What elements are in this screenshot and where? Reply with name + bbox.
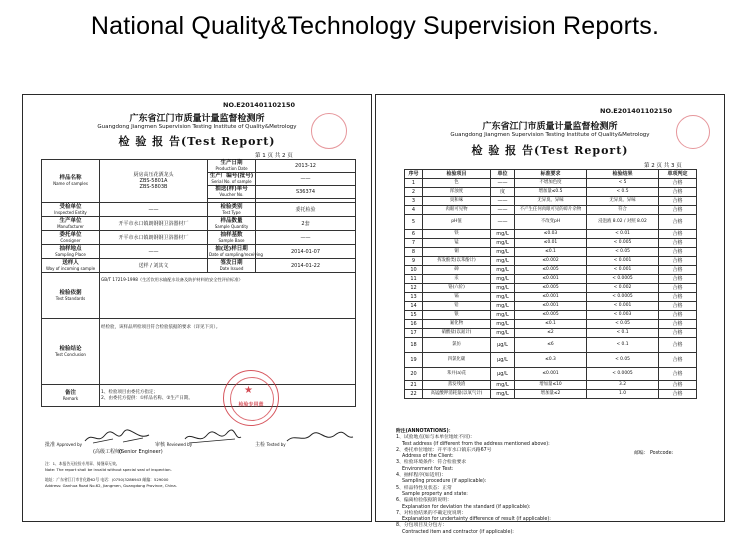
table-cell: ≤0.03	[515, 230, 587, 239]
table-cell: 3	[405, 197, 423, 206]
table-cell: ——	[491, 179, 515, 188]
table-cell: mg/L	[491, 381, 515, 390]
table-cell: 合格	[659, 381, 697, 390]
table-row	[405, 320, 697, 329]
annotation-line: Address of the Client:	[402, 454, 454, 460]
page-number-2: 第 2 页 共 3 页	[644, 163, 682, 169]
annotation-line: Contracted item and contractor (if applicable):	[402, 529, 514, 535]
table-cell: mg/L	[491, 320, 515, 329]
sample-model-2: ZBS-5803B	[139, 184, 168, 190]
table-cell: 氟化物	[423, 320, 491, 329]
table-cell: mg/L	[491, 329, 515, 338]
annotation-line: Environment for Test:	[402, 466, 454, 472]
inspection-seal-stamp: 检验专用章 ★	[223, 370, 279, 426]
table-cell: 合格	[659, 257, 697, 266]
table-cell: mg/L	[491, 293, 515, 302]
table-cell: 合格	[659, 215, 697, 230]
table-row	[405, 338, 697, 353]
sample-name-value: 厨房高压花洒龙头	[133, 172, 174, 178]
table-cell: 6	[405, 230, 423, 239]
label-remark: 备注	[64, 389, 76, 396]
table-cell: 19	[405, 353, 423, 368]
table-cell: ≤0.005	[515, 311, 587, 320]
review-label-en: Reviewed by	[166, 442, 193, 447]
label-test-standards: 检验依据	[59, 289, 82, 296]
table-cell: 17	[405, 329, 423, 338]
table-cell: 浑浊度	[423, 188, 491, 197]
table-row	[405, 390, 697, 399]
sample-info-table	[41, 159, 356, 407]
label-date-issued: 签发日期	[220, 259, 243, 266]
table-cell: < 0.1	[587, 338, 659, 353]
table-cell: < 0.002	[587, 284, 659, 293]
approver-title: (高级工程师)	[93, 449, 122, 455]
table-row	[405, 381, 697, 390]
sample-model-1: ZBS-5801A	[139, 178, 168, 184]
sample-base-value: ——	[256, 231, 356, 245]
table-cell: μg/L	[491, 368, 515, 381]
table-cell: ≤0.3	[515, 353, 587, 368]
footer-address-cn: 地址：广东省江门市甘化路62号 电话：(0750)3286943 邮编：529000	[45, 477, 169, 482]
label-way-of-sample: 送样人	[62, 259, 79, 266]
table-cell: 合格	[659, 206, 697, 215]
table-cell: 3.2	[587, 381, 659, 390]
table-cell: ≤0.001	[515, 293, 587, 302]
table-header-cell: 序号	[405, 170, 423, 179]
table-cell: 合格	[659, 266, 697, 275]
table-cell: < 0.5	[587, 188, 659, 197]
table-cell: 合格	[659, 320, 697, 329]
table-cell: 无异臭、异味	[515, 197, 587, 206]
table-cell: 色	[423, 179, 491, 188]
seal-stamp-top-2	[676, 115, 710, 149]
report-title-2: 检 验 报 告(Test Report)	[471, 144, 629, 157]
postcode-en: Postcode:	[649, 451, 674, 456]
table-cell: < 0.05	[587, 248, 659, 257]
label-test-type-en: Test Type	[222, 209, 241, 215]
table-cell: 合格	[659, 311, 697, 320]
table-cell: ≤0.002	[515, 257, 587, 266]
table-header-cell: 检验结果	[587, 170, 659, 179]
table-cell: < 0.003	[587, 311, 659, 320]
table-cell: 砷	[423, 266, 491, 275]
label-test-conclusion-en: Test Conclusion	[55, 351, 86, 357]
annotation-line: 4、抽样程序(如适用)：	[396, 473, 446, 479]
label-serial: 生产厂编号(批号)	[209, 173, 254, 179]
tester-label: 主检	[255, 442, 266, 448]
test-results-table	[404, 169, 697, 399]
table-cell: < 0.001	[587, 257, 659, 266]
table-cell: ≤0.005	[515, 266, 587, 275]
tester-label-en: Tested by	[266, 442, 286, 447]
reviewer-signature	[183, 429, 243, 447]
table-row	[405, 206, 697, 215]
table-cell: 浸泡液 8.02 / 对照 8.02	[587, 215, 659, 230]
table-row	[405, 230, 697, 239]
test-report-page-2	[375, 94, 725, 535]
table-cell: mg/L	[491, 266, 515, 275]
label-way-of-sample-en: Way of incoming sample	[45, 265, 96, 271]
way-of-sample-value: 送样 / 刘其文	[100, 259, 208, 273]
label-test-conclusion: 检验结论	[59, 345, 82, 352]
footer-address-en: Address: Ganhua Road No.62, Jiangmen, Guangdong Province, China.	[45, 483, 177, 488]
table-cell: ——	[491, 206, 515, 215]
table-cell: < 0.1	[587, 329, 659, 338]
table-header-cell: 标准要求	[515, 170, 587, 179]
table-row	[405, 266, 697, 275]
table-cell: 合格	[659, 230, 697, 239]
label-manufacturer: 生产单位	[59, 217, 82, 224]
table-row	[405, 215, 697, 230]
table-cell: 硝酸盐(以氮计)	[423, 329, 491, 338]
table-row	[405, 239, 697, 248]
table-cell: 蒸发残渣	[423, 381, 491, 390]
report-number-2: NO.E201401102150	[600, 107, 673, 115]
page-number: 第 1 页 共 2 页	[255, 153, 293, 159]
annotation-line: 7、对检验结果的不确定度说明：	[396, 510, 467, 516]
table-cell: 21	[405, 381, 423, 390]
table-cell: 合格	[659, 284, 697, 293]
approver-title-en: (Senior Engineer)	[119, 449, 163, 455]
label-manufacturer-en: Manufacturer	[57, 223, 84, 229]
table-cell: 13	[405, 293, 423, 302]
table-cell: 15	[405, 311, 423, 320]
tester-signature	[285, 429, 355, 447]
label-sampling-place-en: Sampling Place	[55, 251, 86, 257]
table-cell: 合格	[659, 239, 697, 248]
annotation-line: 2、委托单位地址：开平市水口镇东兴路67号	[396, 447, 492, 453]
table-cell: 22	[405, 390, 423, 399]
report-title: 检 验 报 告(Test Report)	[118, 135, 276, 148]
table-cell: ≤0.005	[515, 284, 587, 293]
table-cell: 苯并(a)芘	[423, 368, 491, 381]
annotation-line: 6、偏离检验依据的说明：	[396, 498, 452, 504]
table-cell: 增加量≤10	[515, 381, 587, 390]
table-cell: 铅	[423, 302, 491, 311]
table-cell: ≤0.1	[515, 248, 587, 257]
table-row	[405, 353, 697, 368]
table-cell: 20	[405, 368, 423, 381]
postcode-cn: 邮编：	[634, 451, 649, 456]
table-cell: 肉眼可见物	[423, 206, 491, 215]
table-cell: mg/L	[491, 248, 515, 257]
table-cell: < 0.001	[587, 302, 659, 311]
table-cell: 合格	[659, 179, 697, 188]
label-consigner-en: Consigner	[60, 237, 81, 243]
label-quantity-en: Sample Quantity	[214, 223, 249, 229]
production-date-value: 2013-12	[256, 160, 356, 173]
table-cell: < 0.01	[587, 230, 659, 239]
table-cell: 高锰酸钾消耗量(以氧气计)	[423, 390, 491, 399]
table-cell: pH值	[423, 215, 491, 230]
approve-label-en: Approved by	[56, 442, 82, 447]
report-number: NO.E201401102150	[223, 101, 296, 109]
table-header-cell: 单项判定	[659, 170, 697, 179]
label-voucher-en: Voucher No.	[219, 192, 244, 197]
table-cell: 5	[405, 215, 423, 230]
table-cell: 银	[423, 311, 491, 320]
receiving-date-value: 2014-01-07	[256, 245, 356, 259]
annotation-line: 1、试验地点(如与本单位地址不同)：	[396, 435, 475, 441]
stamp-label: 检验专用章	[238, 402, 264, 408]
table-cell: 合格	[659, 390, 697, 399]
label-sampling-place: 抽样地点	[59, 245, 82, 252]
table-cell: ≤6	[515, 338, 587, 353]
table-cell: 18	[405, 338, 423, 353]
table-cell: 无异臭、异味	[587, 197, 659, 206]
table-row	[405, 179, 697, 188]
table-cell: mg/L	[491, 390, 515, 399]
institute-name-cn-2: 广东省江门市质量计量监督检测所	[482, 122, 618, 132]
table-cell: 8	[405, 248, 423, 257]
table-cell: 增加量≤2	[515, 390, 587, 399]
review-label: 审核	[155, 442, 166, 448]
annotation-line: Test address (if different from the address mentioned above):	[402, 441, 550, 447]
quantity-value: 2套	[256, 217, 356, 231]
label-production-date: 生产日期	[220, 160, 243, 166]
annotations-title: 附注(ANNOTATIONS)：	[396, 429, 454, 434]
table-cell: < 0.005	[587, 239, 659, 248]
manufacturer-value: 开平市水口镇朗钢钢卫浴器材厂	[100, 217, 208, 231]
table-cell: ——	[491, 215, 515, 230]
table-cell: mg/L	[491, 302, 515, 311]
table-cell: 铁	[423, 230, 491, 239]
table-cell: 1.0	[587, 390, 659, 399]
label-receiving-date-en: Date of sampling/receiving	[209, 251, 263, 257]
remark-line-1: 1、检验项目由委托方指定；	[101, 389, 158, 395]
label-sample-base-en: Sample Base	[218, 237, 245, 243]
table-cell: 合格	[659, 293, 697, 302]
table-header-cell: 检验项目	[423, 170, 491, 179]
table-cell: ≤0.001	[515, 302, 587, 311]
table-row	[405, 257, 697, 266]
test-standards-value: GB/T 17219-1998《生活饮用水输配水设备及防护材料的安全性评价标准》	[100, 273, 356, 319]
table-cell: 合格	[659, 329, 697, 338]
institute-name-en: Guangdong Jiangmen Supervision Testing Institute of Quality&Metrology	[97, 124, 297, 130]
label-quantity: 样品数量	[220, 217, 243, 224]
table-cell: mg/L	[491, 257, 515, 266]
table-cell: μg/L	[491, 353, 515, 368]
table-cell: 16	[405, 320, 423, 329]
table-cell: 不增加色度	[515, 179, 587, 188]
annotation-line: Sampling procedure (if applicable):	[402, 479, 487, 485]
table-cell: 符合	[587, 206, 659, 215]
table-cell: 挥发酚类(以苯酚计)	[423, 257, 491, 266]
table-cell: < 0.05	[587, 353, 659, 368]
annotation-line: Explanation for undertainty difference of result (if applicable):	[402, 517, 551, 523]
table-row	[405, 275, 697, 284]
table-cell: 合格	[659, 248, 697, 257]
table-cell: 锰	[423, 239, 491, 248]
table-cell: mg/L	[491, 239, 515, 248]
annotation-line: Sample property and state:	[402, 491, 468, 497]
table-row	[405, 248, 697, 257]
table-cell: < 0.001	[587, 266, 659, 275]
table-row	[405, 293, 697, 302]
sampling-place-value: ——	[100, 245, 208, 259]
label-inspected: 受检单位	[59, 203, 82, 210]
table-cell: 14	[405, 302, 423, 311]
postcode-label	[634, 449, 673, 456]
test-conclusion-value: 经检验，该样品所检项目符合检验依据的要求（详见下页）。	[100, 319, 356, 385]
table-cell: 合格	[659, 338, 697, 353]
voucher-value: S36374	[256, 186, 356, 199]
label-production-date-en: Production Date	[215, 166, 248, 171]
annotation-line: Explanation for deviation the standard (if applicable):	[402, 504, 531, 510]
table-cell: < 0.0005	[587, 293, 659, 302]
table-cell: 11	[405, 275, 423, 284]
label-sample-base: 抽样基数	[220, 231, 243, 238]
remark-line-2: 2、由委托方提供：①样品名称、②生产日期。	[101, 395, 193, 401]
institute-name-en-2: Guangdong Jiangmen Supervision Testing Institute of Quality&Metrology	[450, 132, 650, 138]
approve-label: 批准	[45, 442, 56, 448]
table-cell: 氯仿	[423, 338, 491, 353]
seal-stamp-top	[311, 113, 347, 149]
table-cell: μg/L	[491, 338, 515, 353]
table-cell: 2	[405, 188, 423, 197]
table-cell: 四氯化碳	[423, 353, 491, 368]
label-test-type: 检验类别	[220, 203, 243, 210]
footer-note-en: Note: The report shall be invalid without special seal of inspection.	[45, 467, 172, 472]
table-cell: 4	[405, 206, 423, 215]
table-cell: 合格	[659, 275, 697, 284]
table-cell: mg/L	[491, 284, 515, 293]
consigner-value: 开平市水口镇朗钢钢卫浴器材厂	[100, 231, 208, 245]
annotation-line: 5、样品特性及状态：正常	[396, 485, 452, 491]
table-cell: < 0.05	[587, 320, 659, 329]
table-cell: 合格	[659, 197, 697, 206]
table-cell: 合格	[659, 353, 697, 368]
table-cell: mg/L	[491, 275, 515, 284]
page-banner: National Quality&Technology Supervision Reports.	[90, 12, 660, 40]
test-report-page-1	[22, 94, 372, 522]
table-row	[405, 311, 697, 320]
table-cell: 臭和味	[423, 197, 491, 206]
table-cell: mg/L	[491, 230, 515, 239]
table-row	[405, 284, 697, 293]
approver-signature	[83, 429, 153, 447]
table-cell: 9	[405, 257, 423, 266]
label-date-issued-en: Date Issued	[219, 265, 244, 271]
inspected-value: ——	[100, 203, 208, 217]
label-sample-name: 样品名称	[59, 175, 82, 181]
test-type-value: 委托检验	[256, 203, 356, 217]
annotation-line: 8、分包项目及分包方：	[396, 523, 448, 529]
label-sample-name-en: Name of samples	[53, 181, 88, 186]
table-cell: < 0.0005	[587, 368, 659, 381]
label-consigner: 委托单位	[59, 231, 82, 238]
table-cell: 铜	[423, 248, 491, 257]
table-row	[405, 329, 697, 338]
table-cell: < 0.0005	[587, 275, 659, 284]
table-cell: 7	[405, 239, 423, 248]
table-row	[405, 188, 697, 197]
table-cell: ≤0.001	[515, 275, 587, 284]
date-issued-value: 2014-01-22	[256, 259, 356, 273]
table-cell: 合格	[659, 188, 697, 197]
label-receiving-date: 抽(送)样日期	[215, 245, 248, 252]
table-row	[405, 302, 697, 311]
label-test-standards-en: Test Standards	[55, 295, 86, 301]
institute-name-cn: 广东省江门市质量计量监督检测所	[129, 114, 265, 124]
table-cell: 增加量≤0.5	[515, 188, 587, 197]
annotation-line: 3、检验环境条件：符合检验要求	[396, 460, 467, 466]
table-cell: ≤0.1	[515, 320, 587, 329]
serial-value: ——	[256, 173, 356, 186]
annotations	[396, 429, 711, 536]
table-cell: 不产生任何肉眼可见的碎片杂物	[515, 206, 587, 215]
table-cell: ≤0.001	[515, 368, 587, 381]
label-serial-en: Serial No. of sample	[211, 179, 252, 184]
table-cell: ——	[491, 197, 515, 206]
table-row	[405, 368, 697, 381]
table-row	[405, 197, 697, 206]
table-cell: 铬(六价)	[423, 284, 491, 293]
table-cell: 不改变pH	[515, 215, 587, 230]
table-cell: 镉	[423, 293, 491, 302]
label-inspected-en: Inspected Entity	[54, 209, 87, 215]
table-cell: ≤0.01	[515, 239, 587, 248]
table-cell: < 5	[587, 179, 659, 188]
table-cell: 12	[405, 284, 423, 293]
table-cell: 汞	[423, 275, 491, 284]
table-cell: 1	[405, 179, 423, 188]
table-header-cell: 单位	[491, 170, 515, 179]
table-cell: mg/L	[491, 311, 515, 320]
label-voucher: 抽送(样)单号	[215, 186, 248, 192]
table-cell: 10	[405, 266, 423, 275]
table-cell: 合格	[659, 302, 697, 311]
footer-note-cn: 注：1、本报告无检验专用章、骑缝章无效。	[45, 461, 120, 466]
table-cell: 度	[491, 188, 515, 197]
table-cell: 合格	[659, 368, 697, 381]
table-cell: ≤2	[515, 329, 587, 338]
label-remark-en: Remark	[62, 395, 79, 401]
